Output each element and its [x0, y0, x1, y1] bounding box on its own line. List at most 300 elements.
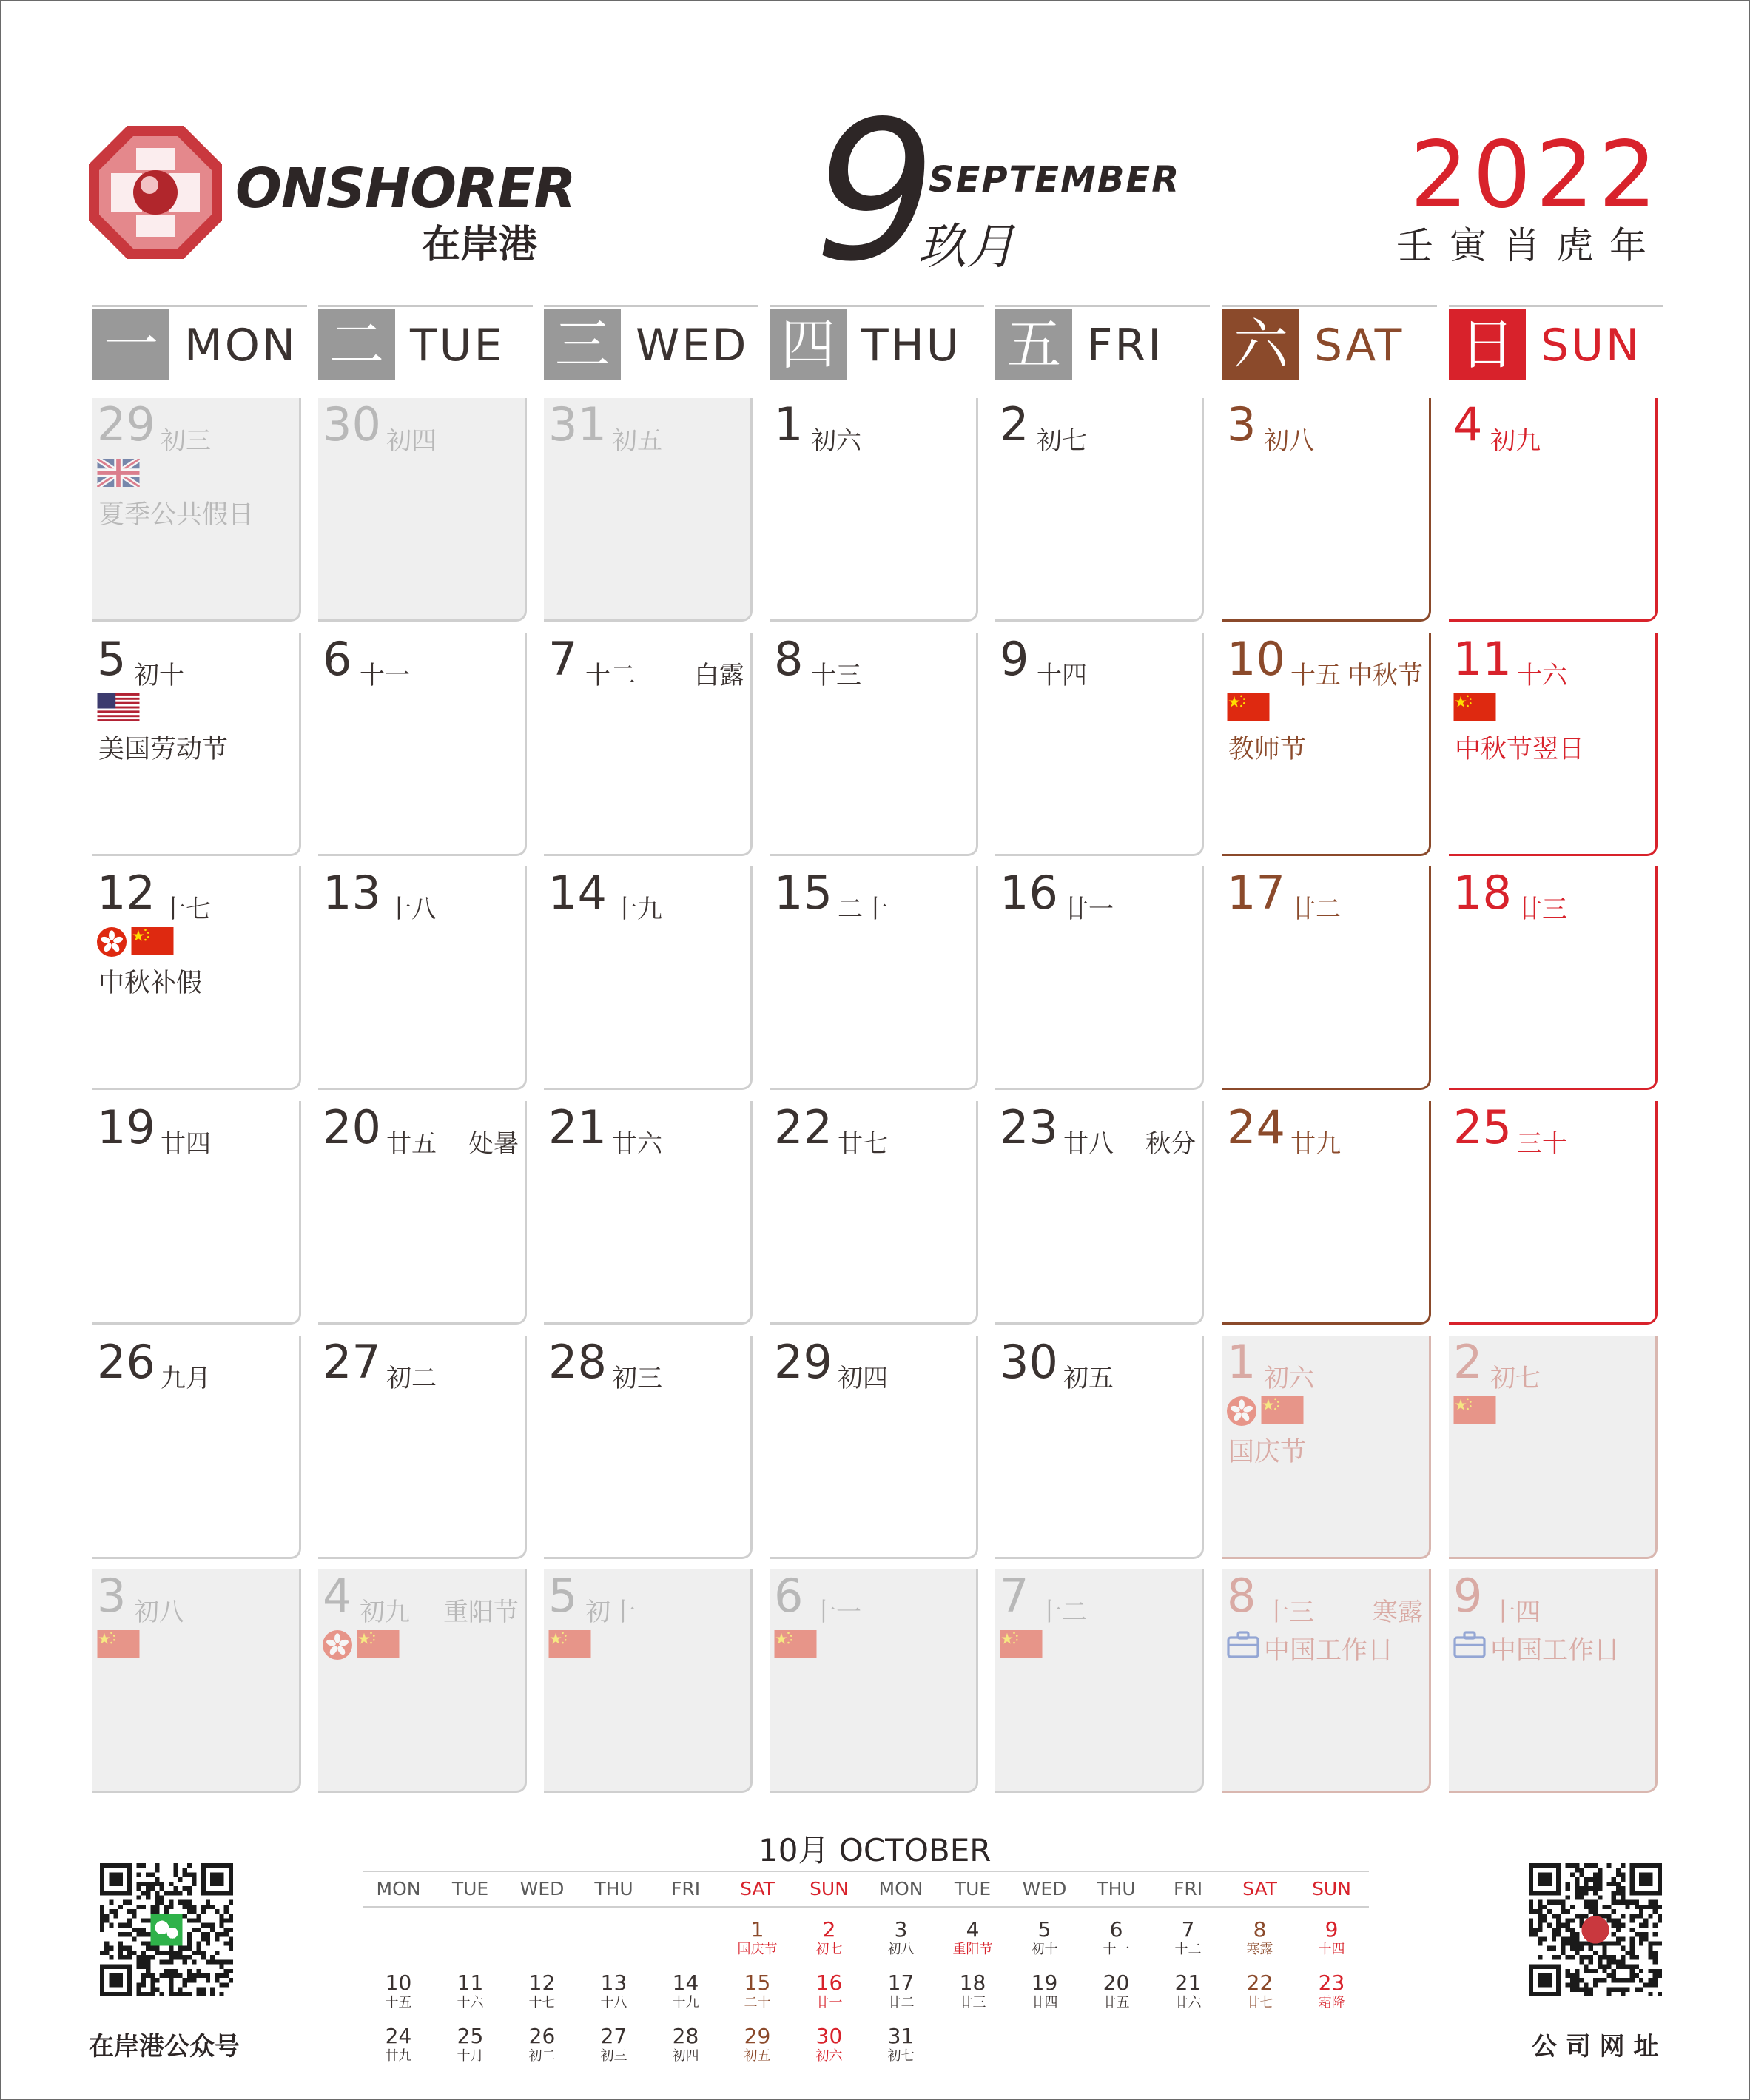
flag-row [1453, 693, 1501, 723]
mini-day-number: 5 [1037, 1917, 1051, 1942]
day-cell[interactable] [995, 1101, 1204, 1325]
day-cell[interactable] [1449, 1101, 1658, 1325]
day-number: 19 [97, 1100, 155, 1154]
brand-name-cn: 在岸港 [422, 223, 538, 267]
mini-day-lunar: 廿四 [1031, 1995, 1058, 2010]
day-cell[interactable] [92, 633, 301, 856]
mini-day-number: 26 [528, 2024, 556, 2048]
mini-day-number: 18 [959, 1971, 986, 1995]
day-number: 30 [323, 397, 381, 451]
day-number: 15 [774, 866, 832, 920]
day-number: 14 [548, 866, 607, 920]
mini-day-lunar: 国庆节 [737, 1942, 778, 1957]
lunar-date: 初四 [838, 1364, 888, 1393]
lunar-date: 廿一 [1063, 895, 1114, 924]
mini-day [650, 1971, 721, 2011]
mini-day-lunar: 十八 [600, 1995, 627, 2010]
china-flag-icon [774, 1630, 817, 1658]
lunar-date: 初六 [811, 426, 861, 456]
month-name-en: SEPTEMBER [929, 159, 1181, 201]
mini-day [1152, 1971, 1224, 2011]
day-cell[interactable] [92, 1569, 301, 1793]
day-number: 4 [1453, 397, 1483, 451]
mini-day [793, 2025, 865, 2064]
lunar-date: 初七 [1037, 426, 1087, 456]
day-number: 2 [1453, 1335, 1483, 1389]
day-number: 3 [97, 1569, 127, 1623]
lunar-date: 二十 [838, 895, 888, 924]
onshorer-logo [89, 126, 222, 259]
lunar-date: 初八 [1264, 426, 1314, 456]
lunar-date: 廿五 [386, 1129, 437, 1159]
mini-top-rule [363, 1871, 1369, 1872]
mini-day-lunar: 廿七 [1246, 1995, 1273, 2010]
lunar-date: 三十 [1517, 1129, 1567, 1159]
day-number: 8 [1227, 1569, 1256, 1623]
day-number: 6 [323, 632, 352, 686]
flag-row [97, 459, 144, 488]
mini-day-lunar: 初五 [744, 2048, 771, 2064]
mini-day-lunar: 重阳节 [952, 1942, 993, 1957]
festival-label: 白露 [694, 661, 744, 690]
mini-day-number: 2 [822, 1917, 836, 1942]
weekday-cn-label: 一 [92, 309, 169, 380]
mini-day [1296, 1971, 1367, 2011]
day-number: 1 [774, 397, 804, 451]
mini-day-number: 20 [1103, 1971, 1130, 1995]
flag-row [323, 1630, 404, 1660]
mini-day [793, 1971, 865, 2011]
day-cell[interactable] [1222, 1101, 1431, 1325]
day-number: 8 [774, 632, 804, 686]
weekday-cn-label: 五 [995, 309, 1072, 380]
day-number: 29 [774, 1335, 832, 1389]
mini-day [721, 1918, 793, 1958]
day-number: 21 [548, 1100, 607, 1154]
weekday-en-label: THU [861, 320, 961, 371]
day-number: 7 [1000, 1569, 1029, 1623]
day-cell[interactable] [318, 1569, 527, 1793]
mini-day [1009, 1918, 1080, 1958]
lunar-date: 十二 [1037, 1598, 1087, 1627]
day-number: 9 [1000, 632, 1029, 686]
weekday-en-label: WED [636, 320, 749, 371]
day-cell[interactable] [995, 866, 1204, 1090]
weekday-header-tue [318, 305, 533, 380]
mini-day-number: 23 [1318, 1971, 1345, 1995]
mini-header-rule [363, 1906, 1369, 1908]
weekday-en-label: FRI [1087, 320, 1163, 371]
uk-flag-icon [97, 459, 140, 487]
day-number: 23 [1000, 1100, 1058, 1154]
day-number: 20 [323, 1100, 381, 1154]
day-number: 7 [548, 632, 578, 686]
weekday-cn-label: 四 [770, 309, 847, 380]
day-cell[interactable] [1222, 1336, 1431, 1559]
china-flag-icon [1227, 693, 1270, 721]
lunar-date: 初九 [360, 1598, 410, 1627]
mini-day [1152, 1918, 1224, 1958]
year-number: 2022 [1410, 122, 1661, 229]
mini-day [937, 1971, 1009, 2011]
flag-row [1227, 1630, 1264, 1660]
lunar-date: 十八 [386, 895, 437, 924]
china-flag-icon [1000, 1630, 1043, 1658]
china-flag-icon [97, 1630, 140, 1658]
mini-weekday-header: TUE [451, 1878, 489, 1899]
day-number: 6 [774, 1569, 804, 1623]
day-cell[interactable] [544, 633, 753, 856]
mini-weekday-header: SUN [810, 1878, 849, 1899]
weekday-header-thu [770, 305, 984, 380]
lunar-date: 廿三 [1517, 895, 1567, 924]
festival-label: 秋分 [1145, 1129, 1196, 1159]
month-number: 9 [814, 81, 937, 304]
mini-weekday-header: FRI [670, 1878, 701, 1899]
flag-row [774, 1630, 821, 1660]
mini-day-lunar: 十五 [385, 1995, 412, 2010]
mini-weekday-header: SAT [1242, 1878, 1277, 1899]
mini-day-number: 30 [815, 2024, 843, 2048]
day-cell[interactable] [318, 398, 527, 622]
hong-kong-flag-icon [1227, 1396, 1256, 1426]
day-number: 16 [1000, 866, 1058, 920]
mini-weekday-header: FRI [1173, 1878, 1203, 1899]
day-number: 24 [1227, 1100, 1285, 1154]
wechat-qr-code[interactable] [100, 1863, 233, 1996]
weekday-en-label: SAT [1314, 320, 1404, 371]
brand-name-en: ONSHORER [235, 157, 576, 221]
mini-day-lunar: 初七 [887, 2048, 915, 2064]
mini-day-lunar: 十六 [457, 1995, 484, 2010]
mini-weekday-header: THU [1097, 1878, 1136, 1899]
lunar-date: 十九 [612, 895, 662, 924]
mini-day-number: 7 [1181, 1917, 1195, 1942]
flag-row [97, 927, 178, 957]
mini-day-number: 28 [672, 2024, 699, 2048]
day-cell[interactable] [995, 633, 1204, 856]
day-cell[interactable] [544, 398, 753, 622]
mini-day-lunar: 廿五 [1103, 1995, 1130, 2010]
mini-day-number: 21 [1174, 1971, 1202, 1995]
lunar-date: 初五 [612, 426, 662, 456]
mini-day [1080, 1918, 1152, 1958]
day-number: 18 [1453, 866, 1512, 920]
lunar-date: 十三 [1264, 1598, 1314, 1627]
mini-day-lunar: 十四 [1318, 1942, 1345, 1957]
mini-day-number: 17 [887, 1971, 915, 1995]
mini-weekday-header: THU [594, 1878, 633, 1899]
day-number: 13 [323, 866, 381, 920]
october-title: 10月 OCTOBER [758, 1832, 992, 1868]
day-cell[interactable] [92, 398, 301, 622]
festival-label: 寒露 [1373, 1598, 1423, 1627]
lunar-date: 初十 [134, 661, 184, 690]
flag-row [1453, 1396, 1501, 1426]
mini-day [865, 2025, 937, 2064]
day-number: 17 [1227, 866, 1285, 920]
mini-day-number: 1 [750, 1917, 764, 1942]
mini-weekday-header: WED [519, 1878, 565, 1899]
day-cell[interactable] [1449, 1336, 1658, 1559]
mini-day-number: 31 [887, 2024, 915, 2048]
day-cell[interactable] [1449, 398, 1658, 622]
lunar-date: 十一 [811, 1598, 861, 1627]
festival-label: 中秋节 [1347, 661, 1423, 690]
lunar-date: 初三 [161, 426, 211, 456]
mini-day-lunar: 廿三 [959, 1995, 986, 2010]
mini-day-number: 25 [457, 2024, 484, 2048]
weekday-header-sat [1222, 305, 1437, 380]
mini-day-number: 12 [528, 1971, 556, 1995]
day-cell[interactable] [1222, 398, 1431, 622]
weekday-header-fri [995, 305, 1210, 380]
mini-weekday-header: MON [878, 1878, 923, 1899]
day-cell[interactable] [1449, 866, 1658, 1090]
day-number: 3 [1227, 397, 1256, 451]
weekday-en-label: TUE [410, 320, 505, 371]
mini-day [506, 1971, 578, 2011]
day-number: 30 [1000, 1335, 1058, 1389]
mini-day-number: 29 [744, 2024, 771, 2048]
hong-kong-flag-icon [97, 927, 127, 957]
mini-day [1296, 1918, 1367, 1958]
hong-kong-flag-icon [323, 1630, 352, 1660]
mini-day [506, 2025, 578, 2064]
day-cell[interactable] [544, 1101, 753, 1325]
china-flag-icon [548, 1630, 591, 1658]
lunar-date: 廿九 [1290, 1129, 1341, 1159]
day-cell[interactable] [995, 1336, 1204, 1559]
day-cell[interactable] [92, 1336, 301, 1559]
weekday-cn-label: 六 [1222, 309, 1299, 380]
day-number: 25 [1453, 1100, 1512, 1154]
lunar-date: 廿八 [1063, 1129, 1114, 1159]
day-cell[interactable] [318, 1336, 527, 1559]
day-cell[interactable] [770, 398, 978, 622]
day-cell[interactable] [770, 1569, 978, 1793]
lunar-date: 廿七 [838, 1129, 888, 1159]
weekday-cn-label: 二 [318, 309, 395, 380]
month-name-cn: 玖月 [918, 218, 1015, 275]
mini-day [363, 2025, 434, 2064]
day-cell[interactable] [770, 1336, 978, 1559]
mini-day-lunar: 寒露 [1246, 1942, 1273, 1957]
day-number: 26 [97, 1335, 155, 1389]
mini-day-number: 4 [966, 1917, 980, 1942]
mini-day-number: 8 [1253, 1917, 1267, 1942]
mini-day-lunar: 霜降 [1318, 1995, 1345, 2010]
mini-day-lunar: 廿六 [1174, 1995, 1202, 2010]
mini-day [865, 1918, 937, 1958]
lunar-date: 十一 [360, 661, 410, 690]
day-cell[interactable] [1222, 1569, 1431, 1793]
lunar-date: 十四 [1037, 661, 1087, 690]
festival-label: 处暑 [468, 1129, 519, 1159]
day-cell[interactable] [1449, 633, 1658, 856]
mini-day-number: 3 [894, 1917, 908, 1942]
mini-day-lunar: 初八 [887, 1942, 915, 1957]
mini-day [578, 2025, 650, 2064]
lunar-date: 初二 [386, 1364, 437, 1393]
mini-weekday-header: SUN [1312, 1878, 1351, 1899]
day-cell[interactable] [770, 866, 978, 1090]
china-flag-icon [1453, 693, 1496, 721]
day-number: 22 [774, 1100, 832, 1154]
china-flag-icon [1261, 1396, 1304, 1424]
flag-row [1453, 1630, 1490, 1660]
day-number: 29 [97, 397, 155, 451]
mini-day [434, 2025, 506, 2064]
flag-row [97, 1630, 144, 1660]
mini-day-lunar: 十七 [528, 1995, 556, 2010]
holiday-name: 中国工作日 [1490, 1636, 1621, 1666]
mini-day-lunar: 十二 [1174, 1942, 1202, 1957]
mini-day-lunar: 初六 [815, 2048, 843, 2064]
day-cell[interactable] [544, 1569, 753, 1793]
holiday-name: 中秋补假 [98, 969, 203, 998]
day-cell[interactable] [770, 1101, 978, 1325]
day-cell[interactable] [995, 398, 1204, 622]
mini-day-lunar: 十一 [1103, 1942, 1130, 1957]
mini-day [1224, 1971, 1296, 2011]
weekday-header-sun [1449, 305, 1663, 380]
mini-day-lunar: 初二 [528, 2048, 556, 2064]
mini-day-lunar: 十九 [672, 1995, 699, 2010]
flag-row [1227, 693, 1274, 723]
day-number: 5 [548, 1569, 578, 1623]
day-cell[interactable] [1449, 1569, 1658, 1793]
lunar-date: 十四 [1490, 1598, 1541, 1627]
holiday-name: 中秋节翌日 [1455, 735, 1585, 764]
holiday-name: 中国工作日 [1264, 1636, 1394, 1666]
mini-day [1224, 1918, 1296, 1958]
year-zodiac: 壬寅肖虎年 [1396, 224, 1663, 267]
china-flag-icon [357, 1630, 400, 1658]
lunar-date: 初七 [1490, 1364, 1541, 1393]
lunar-date: 廿六 [612, 1129, 662, 1159]
mini-day-lunar: 二十 [744, 1995, 771, 2010]
lunar-date: 初九 [1490, 426, 1541, 456]
mini-day-number: 13 [600, 1971, 627, 1995]
holiday-name: 夏季公共假日 [98, 500, 255, 530]
china-flag-icon [131, 927, 174, 955]
mini-day-number: 14 [672, 1971, 699, 1995]
day-cell[interactable] [92, 866, 301, 1090]
mini-day-number: 15 [744, 1971, 771, 1995]
holiday-name: 美国劳动节 [98, 735, 229, 764]
mini-weekday-header: TUE [954, 1878, 992, 1899]
mini-day-number: 6 [1109, 1917, 1123, 1942]
mini-day [937, 1918, 1009, 1958]
day-cell[interactable] [1222, 866, 1431, 1090]
website-qr-code[interactable] [1529, 1863, 1662, 1996]
lunar-date: 十六 [1517, 661, 1567, 690]
day-cell[interactable] [318, 633, 527, 856]
mini-day-lunar: 初三 [600, 2048, 627, 2064]
mini-day [650, 2025, 721, 2064]
lunar-date: 初四 [386, 426, 437, 456]
day-number: 10 [1227, 632, 1285, 686]
mini-day-number: 11 [457, 1971, 484, 1995]
day-cell[interactable] [995, 1569, 1204, 1793]
china-flag-icon [1453, 1396, 1496, 1424]
lunar-date: 初五 [1063, 1364, 1114, 1393]
wechat-qr-caption: 在岸港公众号 [89, 2032, 240, 2062]
day-cell[interactable] [544, 866, 753, 1090]
day-number: 27 [323, 1335, 381, 1389]
mini-day [434, 1971, 506, 2011]
usa-flag-icon [97, 693, 140, 721]
website-qr-caption: 公 司 网 址 [1532, 2032, 1659, 2062]
mini-day-lunar: 廿二 [887, 1995, 915, 2010]
lunar-date: 十三 [811, 661, 861, 690]
mini-day [1009, 1971, 1080, 2011]
briefcase-icon [1227, 1630, 1259, 1658]
mini-day-number: 19 [1031, 1971, 1058, 1995]
briefcase-icon [1453, 1630, 1486, 1658]
mini-day-number: 24 [385, 2024, 412, 2048]
mini-day-lunar: 廿一 [815, 1995, 843, 2010]
flag-row [548, 1630, 596, 1660]
holiday-name: 国庆节 [1228, 1438, 1307, 1467]
weekday-cn-label: 日 [1449, 309, 1526, 380]
mini-day-lunar: 初七 [815, 1942, 843, 1957]
mini-day-number: 10 [385, 1971, 412, 1995]
mini-day-lunar: 廿九 [385, 2048, 412, 2064]
day-cell[interactable] [92, 1101, 301, 1325]
mini-day-lunar: 十月 [457, 2048, 484, 2064]
mini-day-number: 16 [815, 1971, 843, 1995]
mini-day [721, 1971, 793, 2011]
mini-weekday-header: SAT [740, 1878, 775, 1899]
day-cell[interactable] [1222, 633, 1431, 856]
mini-day-number: 27 [600, 2024, 627, 2048]
flag-row [1000, 1630, 1047, 1660]
mini-day [793, 1918, 865, 1958]
mini-day [865, 1971, 937, 2011]
flag-row [1227, 1396, 1308, 1426]
lunar-date: 初八 [134, 1598, 184, 1627]
lunar-date: 初三 [612, 1364, 662, 1393]
lunar-date: 廿二 [1290, 895, 1341, 924]
festival-label: 重阳节 [443, 1598, 519, 1627]
day-number: 4 [323, 1569, 352, 1623]
mini-day-number: 22 [1246, 1971, 1273, 1995]
day-cell[interactable] [318, 1101, 527, 1325]
day-cell[interactable] [318, 866, 527, 1090]
weekday-cn-label: 三 [544, 309, 621, 380]
day-number: 5 [97, 632, 127, 686]
lunar-date: 十五 [1290, 661, 1341, 690]
mini-day-number: 9 [1325, 1917, 1339, 1942]
lunar-date: 九月 [161, 1364, 211, 1393]
day-cell[interactable] [770, 633, 978, 856]
weekday-header-mon [92, 305, 307, 380]
weekday-en-label: SUN [1541, 320, 1641, 371]
day-number: 9 [1453, 1569, 1483, 1623]
mini-day [1080, 1971, 1152, 2011]
weekday-header-wed [544, 305, 758, 380]
mini-day [363, 1971, 434, 2011]
lunar-date: 十二 [585, 661, 636, 690]
day-number: 2 [1000, 397, 1029, 451]
lunar-date: 初六 [1264, 1364, 1314, 1393]
day-number: 12 [97, 866, 155, 920]
day-cell[interactable] [544, 1336, 753, 1559]
weekday-en-label: MON [184, 320, 297, 371]
lunar-date: 廿四 [161, 1129, 211, 1159]
